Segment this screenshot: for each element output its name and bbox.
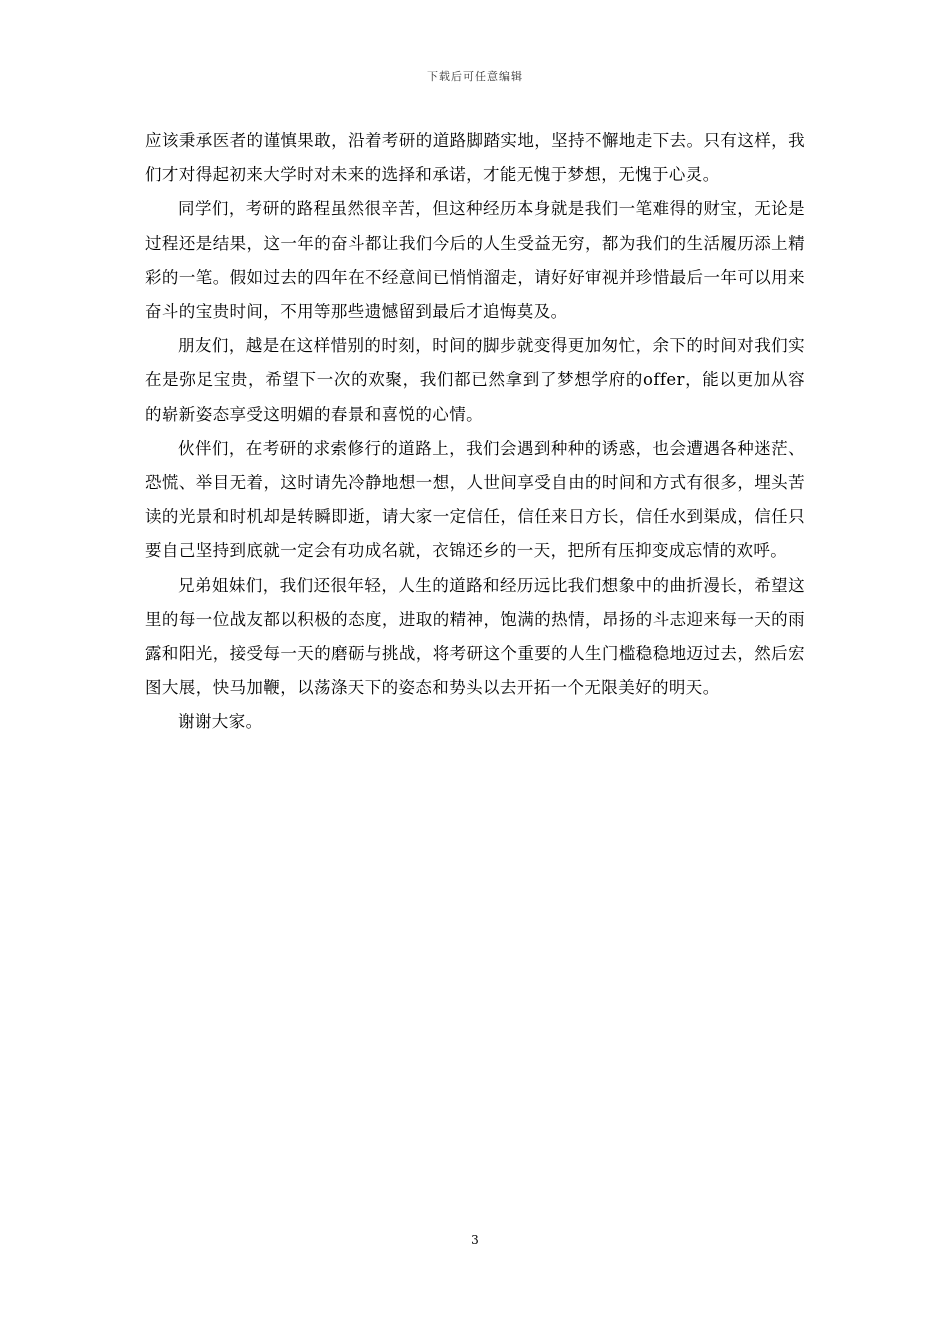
page-number: 3 — [471, 1233, 479, 1247]
paragraph-2: 同学们，考研的路程虽然很辛苦，但这种经历本身就是我们一笔难得的财宝，无论是过程还是结果，这一年的奋斗都让我们今后的人生受益无穷，都为我们的生活履历添上精彩的一笔。假如过去的四年在不经意间已悄悄溜走，请好好审视并珍惜最后一年可以用来奋斗的宝贵时间，不用等那些遗憾留到最后才追悔莫及。 — [145, 199, 805, 322]
paragraph-1: 应该秉承医者的谨慎果敢，沿着考研的道路脚踏实地，坚持不懈地走下去。只有这样，我们才对得起初来大学时对未来的选择和承诺，才能无愧于梦想，无愧于心灵。 — [145, 131, 805, 185]
document-body — [145, 124, 805, 740]
page-header: 下载后可任意编辑 — [427, 70, 523, 83]
paragraph-4: 伙伴们，在考研的求索修行的道路上，我们会遇到种种的诱惑，也会遭遇各种迷茫、恐慌、举目无着，这时请先冷静地想一想，人世间享受自由的时间和方式有很多，埋头苦读的光景和时机却是转瞬即逝，请大家一定信任，信任来日方长，信任水到渠成，信任只要自己坚持到底就一定会有功成名就，衣锦还乡的一天，把所有压抑变成忘情的欢呼。 — [145, 438, 805, 561]
paragraph-3: 朋友们，越是在这样惜别的时刻，时间的脚步就变得更加匆忙，余下的时间对我们实在是弥足宝贵，希望下一次的欢聚，我们都已然拿到了梦想学府的offer，能以更加从容的崭新姿态享受这明媚的春景和喜悦的心情。 — [145, 336, 805, 424]
closing-line: 谢谢大家。 — [178, 712, 263, 732]
paragraph-5: 兄弟姐妹们，我们还很年轻，人生的道路和经历远比我们想象中的曲折漫长，希望这里的每一位战友都以积极的态度，进取的精神，饱满的热情，昂扬的斗志迎来每一天的雨露和阳光，接受每一天的磨砺与挑战，将考研这个重要的人生门槛稳稳地迈过去，然后宏图大展，快马加鞭，以荡涤天下的姿态和势头以去开拓一个无限美好的明天。 — [145, 575, 805, 698]
